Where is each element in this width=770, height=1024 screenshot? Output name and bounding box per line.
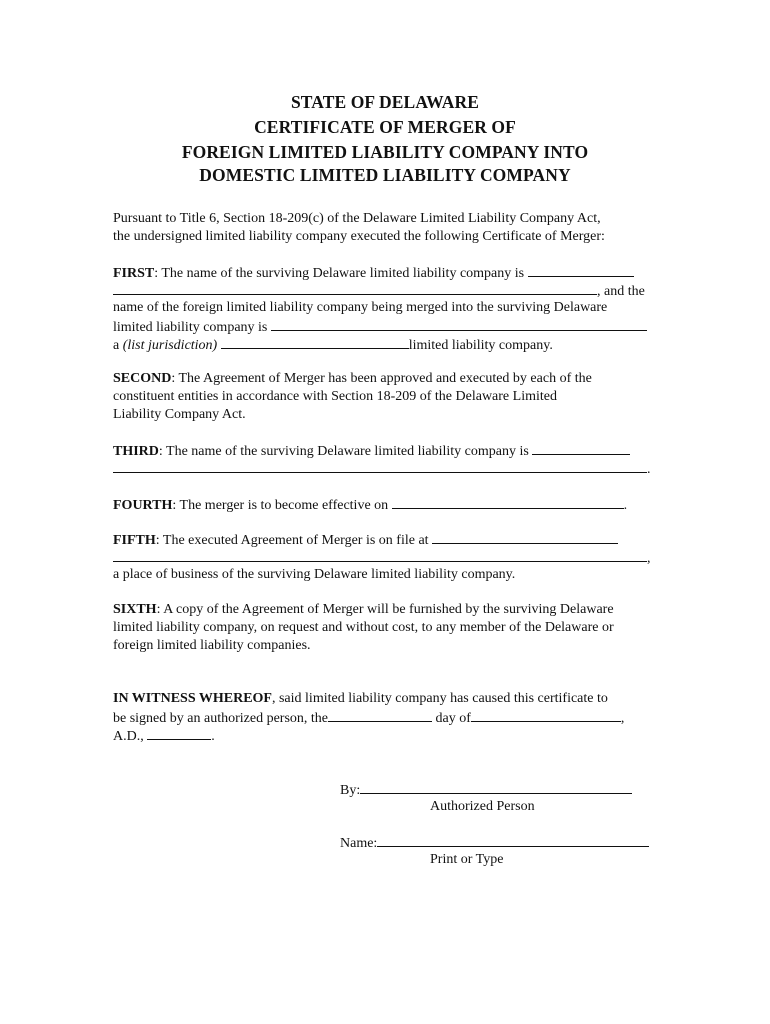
title-line-1: STATE OF DELAWARE	[290, 92, 480, 112]
year-blank[interactable]	[147, 726, 211, 740]
title-line-3: FOREIGN LIMITED LIABILITY COMPANY INTO	[181, 142, 589, 162]
sixth-text-1: : A copy of the Agreement of Merger will be furnished by the surviving Delaware	[156, 602, 614, 617]
fourth-paragraph-line-1	[113, 495, 627, 515]
by-signature-line	[340, 780, 632, 800]
witness-line-2	[113, 708, 624, 728]
name-signature-line	[340, 833, 649, 853]
first-text-5c: limited liability company.	[408, 338, 553, 353]
intro-line-2: the undersigned limited liability company executed the following Certificate of Merger:	[113, 229, 605, 244]
first-paragraph-line-4	[113, 317, 647, 337]
first-paragraph-line-3: name of the foreign limited liability company being merged into the surviving Delaware	[113, 300, 608, 315]
first-text-1: : The name of the surviving Delaware limited liability company is	[154, 266, 528, 281]
surviving-company-name-blank[interactable]	[528, 263, 634, 277]
witness-text-3b: .	[211, 729, 215, 744]
jurisdiction-blank[interactable]	[221, 335, 409, 349]
name-label: Name:	[340, 836, 378, 851]
effective-date-blank[interactable]	[392, 495, 624, 509]
agreement-location-blank[interactable]	[432, 530, 618, 544]
print-or-type-caption: Print or Type	[430, 852, 504, 867]
fifth-text-1: : The executed Agreement of Merger is on file at	[155, 533, 433, 548]
third-text-2: .	[647, 462, 651, 477]
fifth-label: FIFTH	[113, 533, 156, 548]
third-paragraph-line-2	[113, 459, 651, 479]
sixth-label: SIXTH	[113, 602, 157, 617]
first-paragraph-line-1	[113, 263, 634, 283]
witness-text-2b: day of	[432, 711, 471, 726]
sixth-paragraph-line-3: foreign limited liability companies.	[113, 638, 311, 653]
witness-text-2a: be signed by an authorized person, the	[113, 711, 328, 726]
third-text-1: : The name of the surviving Delaware limited liability company is	[158, 444, 533, 459]
second-label: SECOND	[113, 371, 172, 386]
third-label: THIRD	[113, 444, 159, 459]
first-text-4: limited liability company is	[113, 320, 271, 335]
fifth-paragraph-line-2	[113, 548, 651, 568]
printed-name-blank[interactable]	[377, 833, 649, 847]
fifth-text-2: ,	[647, 551, 651, 566]
witness-text-3a: A.D.,	[113, 729, 148, 744]
second-paragraph-line-3: Liability Company Act.	[113, 407, 246, 422]
second-paragraph-line-2: constituent entities in accordance with Section 18-209 of the Delaware Limited	[113, 389, 557, 404]
second-text-1: : The Agreement of Merger has been approved and executed by each of the	[171, 371, 592, 386]
third-paragraph-line-1	[113, 441, 630, 461]
fifth-paragraph-line-1	[113, 530, 618, 550]
title-line-4: DOMESTIC LIMITED LIABILITY COMPANY	[199, 165, 571, 185]
fifth-paragraph-line-3: a place of business of the surviving Delaware limited liability company.	[113, 567, 516, 582]
fourth-label: FOURTH	[113, 498, 173, 513]
witness-text-2c: ,	[620, 711, 625, 726]
authorized-person-caption: Authorized Person	[430, 799, 535, 814]
sixth-paragraph-line-2: limited liability company, on request and without cost, to any member of the Delaware or	[113, 620, 614, 635]
witness-text-1: , said limited liability company has caused this certificate to	[271, 691, 608, 706]
third-surviving-name-blank-cont[interactable]	[113, 459, 647, 473]
surviving-company-name-blank-cont[interactable]	[113, 281, 597, 295]
witness-line-3	[113, 726, 215, 746]
second-paragraph-line-1	[113, 370, 592, 388]
foreign-company-name-blank[interactable]	[271, 317, 647, 331]
month-blank[interactable]	[471, 708, 621, 722]
intro-line-1: Pursuant to Title 6, Section 18-209(c) of the Delaware Limited Liability Company Act,	[113, 211, 601, 226]
fourth-text-1: : The merger is to become effective on	[172, 498, 392, 513]
witness-label: IN WITNESS WHEREOF	[113, 691, 272, 706]
first-text-5a: a	[113, 338, 123, 353]
fourth-text-2: .	[623, 498, 628, 513]
by-label: By:	[340, 783, 361, 798]
third-surviving-name-blank[interactable]	[532, 441, 630, 455]
first-label: FIRST	[113, 266, 155, 281]
agreement-location-blank-cont[interactable]	[113, 548, 647, 562]
list-jurisdiction-label: (list jurisdiction)	[122, 338, 218, 353]
day-blank[interactable]	[328, 708, 432, 722]
sixth-paragraph-line-1	[113, 601, 614, 619]
witness-line-1	[113, 690, 608, 708]
title-line-2: CERTIFICATE OF MERGER OF	[254, 117, 516, 137]
first-text-2: , and the	[597, 284, 645, 299]
first-paragraph-line-2	[113, 281, 645, 301]
first-paragraph-line-5	[113, 335, 553, 355]
signature-blank[interactable]	[360, 780, 632, 794]
